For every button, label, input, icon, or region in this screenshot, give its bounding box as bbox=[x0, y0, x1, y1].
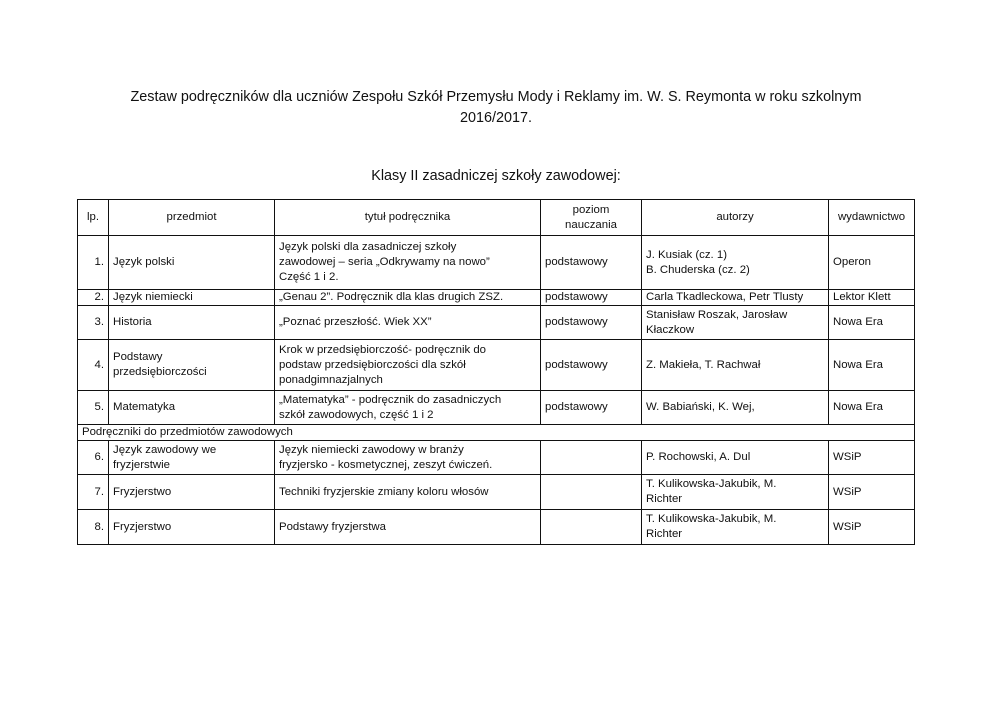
section-row bbox=[78, 425, 915, 441]
cell-przedmiot bbox=[109, 391, 275, 425]
cell-lp: 1. bbox=[78, 236, 109, 290]
cell-wydawnictwo: WSiP bbox=[829, 475, 915, 510]
przedmiot-line: Język zawodowy we bbox=[113, 443, 217, 456]
header-tytul: tytuł podręcznika bbox=[275, 200, 541, 236]
autorzy-line: Richter bbox=[646, 493, 683, 505]
przedmiot-line: Podstawy bbox=[113, 351, 163, 363]
table-row bbox=[78, 290, 915, 306]
przedmiot-line: Fryzjerstwo bbox=[113, 520, 172, 533]
tytul-line: Część 1 i 2. bbox=[279, 271, 339, 283]
header-autorzy: autorzy bbox=[642, 200, 829, 236]
cell-przedmiot bbox=[109, 340, 275, 391]
cell-poziom bbox=[541, 441, 642, 475]
autorzy-line: T. Kulikowska-Jakubik, M. bbox=[646, 513, 777, 525]
textbook-table bbox=[77, 199, 915, 545]
cell-lp: 7. bbox=[78, 475, 109, 510]
table-row bbox=[78, 306, 915, 340]
przedmiot-line: fryzjerstwie bbox=[113, 458, 170, 471]
tytul-line: Techniki fryzjerskie zmiany koloru włosów bbox=[279, 485, 489, 498]
table-body-vocational bbox=[78, 441, 915, 545]
autorzy-line: Carla Tkadleckowa, Petr Tlusty bbox=[646, 291, 804, 303]
autorzy-line: Stanisław Roszak, Jarosław bbox=[646, 308, 788, 321]
cell-poziom: podstawowy bbox=[541, 306, 642, 340]
page-title bbox=[80, 87, 912, 129]
autorzy-line: Kłaczkow bbox=[646, 323, 695, 336]
cell-tytul bbox=[275, 290, 541, 306]
autorzy-line: J. Kusiak (cz. 1) bbox=[646, 248, 728, 261]
tytul-line: podstaw przedsiębiorczości dla szkół bbox=[279, 358, 466, 371]
tytul-line: „Poznać przeszłość. Wiek XX” bbox=[279, 316, 432, 328]
tytul-line: szkół zawodowych, część 1 i 2 bbox=[279, 408, 434, 421]
przedmiot-line: Fryzjerstwo bbox=[113, 485, 172, 498]
cell-wydawnictwo: Lektor Klett bbox=[829, 290, 915, 306]
cell-poziom: podstawowy bbox=[541, 340, 642, 391]
header-poziom-line-2: nauczania bbox=[565, 218, 617, 231]
tytul-line: Krok w przedsiębiorczość- podręcznik do bbox=[279, 343, 487, 356]
cell-tytul bbox=[275, 340, 541, 391]
cell-przedmiot bbox=[109, 290, 275, 306]
cell-autorzy bbox=[642, 306, 829, 340]
cell-autorzy bbox=[642, 475, 829, 510]
title-line-1: Zestaw podręczników dla uczniów Zespołu Szkół Przemysłu Mody i Reklamy im. W. S. Reymonta w roku szkolnym bbox=[130, 89, 862, 105]
table-row bbox=[78, 236, 915, 290]
cell-wydawnictwo: WSiP bbox=[829, 510, 915, 545]
cell-lp: 2. bbox=[78, 290, 109, 306]
przedmiot-line: Język polski bbox=[113, 256, 175, 268]
header-wydawnictwo: wydawnictwo bbox=[829, 200, 915, 236]
cell-tytul bbox=[275, 236, 541, 290]
table-row bbox=[78, 441, 915, 475]
cell-lp: 4. bbox=[78, 340, 109, 391]
table-row bbox=[78, 510, 915, 545]
tytul-line: zawodowej – seria „Odkrywamy na nowo” bbox=[279, 256, 490, 268]
cell-wydawnictwo: Nowa Era bbox=[829, 391, 915, 425]
cell-autorzy bbox=[642, 340, 829, 391]
cell-autorzy bbox=[642, 236, 829, 290]
cell-autorzy bbox=[642, 510, 829, 545]
table-body-section bbox=[78, 425, 915, 441]
section-row-label: Podręczniki do przedmiotów zawodowych bbox=[78, 425, 915, 441]
cell-tytul bbox=[275, 306, 541, 340]
cell-poziom: podstawowy bbox=[541, 236, 642, 290]
table-row bbox=[78, 340, 915, 391]
autorzy-line: Z. Makieła, T. Rachwał bbox=[646, 358, 761, 371]
table-body-general bbox=[78, 236, 915, 425]
tytul-line: Język polski dla zasadniczej szkoły bbox=[279, 241, 457, 253]
cell-przedmiot bbox=[109, 441, 275, 475]
header-poziom-line-1: poziom bbox=[572, 203, 610, 216]
cell-autorzy bbox=[642, 441, 829, 475]
cell-poziom bbox=[541, 510, 642, 545]
przedmiot-line: przedsiębiorczości bbox=[113, 366, 207, 378]
tytul-line: Podstawy fryzjerstwa bbox=[279, 520, 386, 533]
autorzy-line: W. Babiański, K. Wej, bbox=[646, 401, 755, 413]
cell-autorzy bbox=[642, 391, 829, 425]
cell-przedmiot bbox=[109, 510, 275, 545]
tytul-line: „Genau 2”. Podręcznik dla klas drugich ZSZ. bbox=[279, 291, 504, 303]
przedmiot-line: Matematyka bbox=[113, 401, 176, 413]
tytul-line: fryzjersko - kosmetycznej, zeszyt ćwiczeń. bbox=[279, 458, 493, 471]
cell-autorzy bbox=[642, 290, 829, 306]
autorzy-line: T. Kulikowska-Jakubik, M. bbox=[646, 478, 777, 490]
tytul-line: „Matematyka” - podręcznik do zasadniczych bbox=[279, 393, 502, 406]
cell-przedmiot bbox=[109, 306, 275, 340]
cell-lp: 5. bbox=[78, 391, 109, 425]
table-row bbox=[78, 475, 915, 510]
cell-poziom: podstawowy bbox=[541, 290, 642, 306]
cell-przedmiot bbox=[109, 475, 275, 510]
cell-przedmiot bbox=[109, 236, 275, 290]
cell-tytul bbox=[275, 391, 541, 425]
cell-tytul bbox=[275, 510, 541, 545]
cell-poziom: podstawowy bbox=[541, 391, 642, 425]
tytul-line: ponadgimnazjalnych bbox=[279, 373, 383, 386]
header-lp: lp. bbox=[78, 200, 109, 236]
autorzy-line: Richter bbox=[646, 528, 683, 540]
przedmiot-line: Historia bbox=[113, 316, 152, 328]
cell-wydawnictwo: Nowa Era bbox=[829, 306, 915, 340]
title-line-2: 2016/2017. bbox=[459, 110, 533, 126]
header-przedmiot: przedmiot bbox=[109, 200, 275, 236]
cell-lp: 6. bbox=[78, 441, 109, 475]
cell-lp: 3. bbox=[78, 306, 109, 340]
cell-wydawnictwo: WSiP bbox=[829, 441, 915, 475]
table-header-row bbox=[78, 200, 915, 236]
table-row bbox=[78, 391, 915, 425]
header-poziom bbox=[541, 200, 642, 236]
tytul-line: Język niemiecki zawodowy w branży bbox=[279, 443, 464, 456]
cell-wydawnictwo: Operon bbox=[829, 236, 915, 290]
cell-tytul bbox=[275, 441, 541, 475]
cell-lp: 8. bbox=[78, 510, 109, 545]
cell-wydawnictwo: Nowa Era bbox=[829, 340, 915, 391]
cell-tytul bbox=[275, 475, 541, 510]
section-heading: Klasy II zasadniczej szkoły zawodowej: bbox=[371, 168, 621, 184]
przedmiot-line: Język niemiecki bbox=[113, 291, 193, 303]
autorzy-line: B. Chuderska (cz. 2) bbox=[646, 263, 750, 276]
autorzy-line: P. Rochowski, A. Dul bbox=[646, 451, 751, 463]
cell-poziom bbox=[541, 475, 642, 510]
